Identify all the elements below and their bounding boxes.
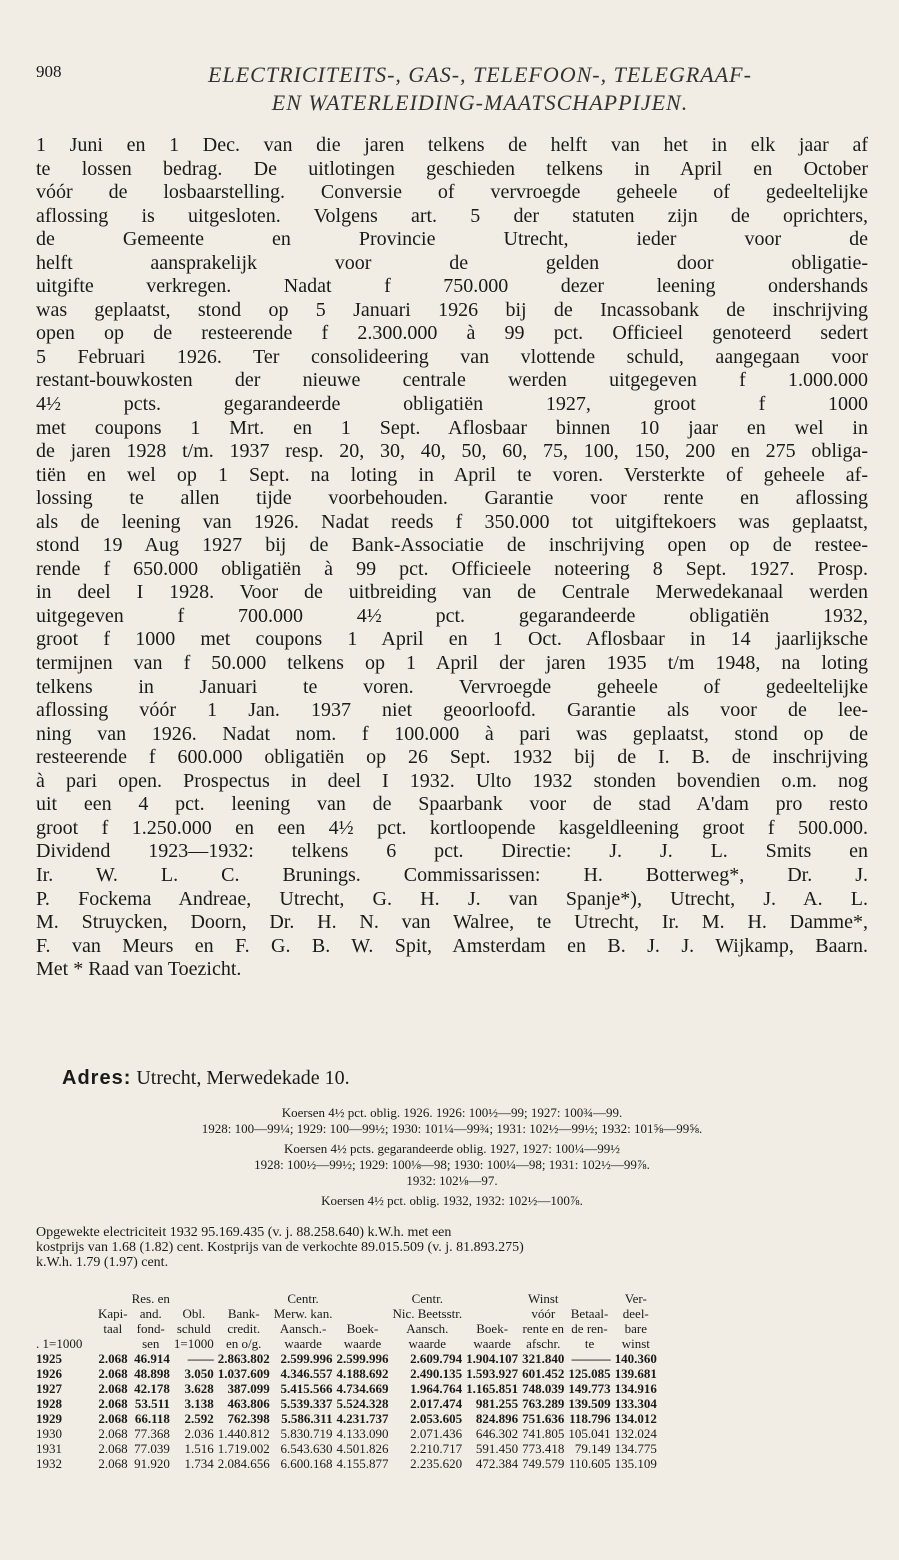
table-cell: 387.099 (227, 1381, 270, 1396)
table-row (34, 1366, 659, 1381)
body-line: de jaren 1928 t/m. 1937 resp. 20, 30, 40, 50, 60, 75, 100, 150, 200 en 275 obliga- (36, 440, 868, 463)
body-line: uitgegeven f 700.000 4½ pct. gegarandeerde obligatiën 1932, (36, 604, 868, 627)
table-cell: 2.017.474 (410, 1396, 463, 1411)
table-cell: 1929 (36, 1411, 62, 1426)
table-header-cell: waarde (473, 1336, 511, 1351)
table-cell: 77.368 (134, 1426, 170, 1441)
table-header-cell: te (584, 1336, 595, 1351)
table-cell: 2.068 (98, 1426, 128, 1441)
table-cell: 748.039 (522, 1381, 565, 1396)
table-header-cell: deel- (622, 1306, 649, 1321)
table-cell: 53.511 (134, 1396, 170, 1411)
table-cell: 2.210.717 (410, 1441, 463, 1456)
table-cell: 1926 (36, 1366, 62, 1381)
table-cell: 134.916 (614, 1381, 657, 1396)
table-header-cell: Merw. kan. (273, 1306, 333, 1321)
table-header-cell (34, 1306, 96, 1321)
table-cell: 105.041 (568, 1426, 611, 1441)
table-cell: 77.039 (134, 1441, 170, 1456)
table-header-cell: winst (621, 1336, 650, 1351)
table-row (34, 1456, 659, 1471)
table-header-cell: taal (103, 1321, 123, 1336)
body-line: uitgifte verkregen. Nadat f 750.000 dezer leening ondershands (36, 275, 868, 298)
financial-table (34, 1291, 659, 1471)
table-header-cell (334, 1291, 390, 1306)
table-header-cell: Centr. (287, 1291, 319, 1306)
table-row (34, 1441, 659, 1456)
table-cell: 133.304 (614, 1396, 657, 1411)
table-cell: 42.178 (134, 1381, 170, 1396)
body-line: Ir. W. L. C. Brunings. Commissarissen: H. Botterweg*, Dr. J. (36, 863, 868, 886)
table-cell: 2.863.802 (217, 1351, 270, 1366)
address-value: Utrecht, Merwedekade 10. (136, 1067, 350, 1089)
table-cell: 6.600.168 (280, 1456, 333, 1471)
opgewekt-line: k.W.h. 1.79 (1.97) cent. (36, 1255, 169, 1270)
table-cell: 472.384 (475, 1456, 519, 1471)
body-line: te lossen bedrag. De uitlotingen geschieden telkens in April en October (36, 157, 868, 180)
table-cell: 773.418 (522, 1441, 565, 1456)
table-cell: 2.235.620 (410, 1456, 463, 1471)
table-cell: 2.599.996 (336, 1351, 389, 1366)
body-line: ning van 1926. Nadat nom. f 100.000 à pari was geplaatst, stond op de (36, 722, 868, 745)
table-cell: 1.904.107 (466, 1351, 519, 1366)
table-cell: 2.068 (98, 1441, 128, 1456)
table-cell: 601.452 (522, 1366, 565, 1381)
table-cell: 134.012 (614, 1411, 657, 1426)
body-line: 5 Februari 1926. Ter consolideering van vlottende schuld, aangegaan voor (36, 345, 868, 368)
table-cell: 763.289 (522, 1396, 565, 1411)
table-cell: 1931 (36, 1441, 62, 1456)
koersen-line: Koersen 4½ pcts. gegarandeerde oblig. 1927, 1927: 100¼—99½ (283, 1141, 621, 1156)
page-number: 908 (36, 62, 62, 81)
table-header-row (34, 1336, 659, 1351)
table-header-cell: . 1=1000 (36, 1336, 83, 1351)
body-line: F. van Meurs en F. G. B. W. Spit, Amsterdam en B. J. J. Wijkamp, Baarn. (36, 934, 868, 957)
table-header-cell: Nic. Beetsstr. (392, 1306, 463, 1321)
table-header-cell: Winst (528, 1291, 559, 1306)
koersen-line: Koersen 4½ pct. oblig. 1926. 1926: 100½—99; 1927: 100¾—99. (281, 1105, 623, 1120)
table-header-row (34, 1321, 659, 1336)
table-cell: 2.068 (98, 1411, 128, 1426)
table-cell: 2.609.794 (410, 1351, 463, 1366)
table-cell: 139.509 (568, 1396, 611, 1411)
body-line: termijnen van f 50.000 telkens op 1 April der jaren 1935 t/m 1948, na loting (36, 652, 868, 675)
table-header-cell (464, 1306, 520, 1321)
table-cell: 2.490.135 (410, 1366, 463, 1381)
table-header-cell: waarde (408, 1336, 447, 1351)
table-header-cell: rente en (522, 1321, 565, 1336)
table-header-cell: waarde (343, 1336, 382, 1351)
body-line: Dividend 1923—1932: telkens 6 pct. Directie: J. J. L. Smits en (36, 840, 868, 863)
table-cell: 66.118 (134, 1411, 170, 1426)
table-header-cell: Bank- (227, 1306, 260, 1321)
table-cell: 1930 (36, 1426, 62, 1441)
address-label: Adres: (62, 1067, 132, 1089)
table-header-cell: Aansch.- (279, 1321, 327, 1336)
table-cell: 1.719.002 (217, 1441, 270, 1456)
table-cell: 118.796 (569, 1411, 611, 1426)
koersen-line: 1928: 100½—99½; 1929: 100⅛—98; 1930: 100¼—98; 1931: 102½—99⅞. (254, 1157, 650, 1172)
running-header-line-2: EN WATERLEIDING-MAATSCHAPPIJEN. (271, 90, 689, 115)
body-line: vóór de losbaarstelling. Conversie of vervroegde geheele of gedeeltelijke (36, 181, 868, 204)
table-cell: 741.805 (522, 1426, 565, 1441)
table-cell: 1925 (36, 1351, 62, 1366)
table-cell: ——— (571, 1351, 611, 1366)
table-cell: 5.539.337 (280, 1396, 333, 1411)
table-header-cell: afschr. (526, 1336, 561, 1351)
table-cell: 749.579 (522, 1456, 565, 1471)
opgewekt-line: kostprijs van 1.68 (1.82) cent. Kostprijs van de verkochte 89.015.509 (v. j. 81.893.275) (36, 1240, 524, 1255)
koersen-line: 1928: 100—99¼; 1929: 100—99½; 1930: 101¼—99¾; 1931: 102½—99½; 1932: 101⅝—99⅝. (201, 1121, 703, 1136)
body-line: aflossing vóór 1 Jan. 1937 niet geoorloofd. Garantie als voor de lee- (36, 699, 868, 722)
table-cell: 4.155.877 (336, 1456, 389, 1471)
table-row (34, 1381, 659, 1396)
table-cell: 135.109 (614, 1456, 657, 1471)
body-line: helft aansprakelijk voor de gelden door obligatie- (36, 251, 868, 274)
table-header-cell (34, 1321, 96, 1336)
table-cell: 5.415.566 (280, 1381, 333, 1396)
body-line: resteerende f 600.000 obligatiën op 26 Sept. 1932 bij de I. B. de inschrijving (36, 746, 868, 769)
table-cell: 1927 (36, 1381, 62, 1396)
table-cell: 79.149 (574, 1441, 611, 1456)
table-cell: 48.898 (134, 1366, 170, 1381)
table-cell: 134.775 (614, 1441, 657, 1456)
table-header-cell: Betaal- (570, 1306, 609, 1321)
table-cell: 5.524.328 (336, 1396, 389, 1411)
table-header-cell (96, 1336, 130, 1351)
body-line: als de leening van 1926. Nadat reeds f 350.000 tot uitgiftekoers was geplaatst, (36, 510, 868, 533)
table-cell: 4.231.737 (336, 1411, 389, 1426)
table-header-cell: de ren- (571, 1321, 608, 1336)
table-row (34, 1411, 659, 1426)
table-header-cell (172, 1291, 216, 1306)
koersen-line: 1932: 102⅛—97. (406, 1173, 498, 1188)
table-header-cell: en o/g. (226, 1336, 262, 1351)
table-header-cell (334, 1306, 390, 1321)
table-header-cell: Boek- (476, 1321, 509, 1336)
table-cell: 1.440.812 (217, 1426, 270, 1441)
table-cell: 46.914 (134, 1351, 170, 1366)
table-header-cell: Ver- (624, 1291, 647, 1306)
table-cell: 591.450 (475, 1441, 519, 1456)
table-header-cell (566, 1291, 612, 1306)
body-line: met coupons 1 Mrt. en 1 Sept. Aflosbaar binnen 10 jaar en wel in (36, 416, 868, 439)
table-header-cell: and. (139, 1306, 162, 1321)
body-line: 4½ pcts. gegarandeerde obligatiën 1927, groot f 1000 (36, 393, 868, 416)
table-cell: 4.188.692 (336, 1366, 389, 1381)
body-line: open op de resteerende f 2.300.000 à 99 pct. Officieel genoteerd sedert (36, 322, 868, 345)
body-line: groot f 1.250.000 en een 4½ pct. kortloopende kasgeldleening groot f 500.000. (36, 816, 868, 839)
table-cell: 4.133.090 (336, 1426, 389, 1441)
koersen-line: Koersen 4½ pct. oblig. 1932, 1932: 102½—100⅞. (321, 1193, 583, 1208)
table-cell: 1932 (36, 1456, 62, 1471)
table-cell: 125.085 (568, 1366, 611, 1381)
body-line: Met * Raad van Toezicht. (36, 958, 242, 981)
table-cell: 110.605 (568, 1456, 611, 1471)
table-header-cell: Kapi- (98, 1306, 128, 1321)
table-header-cell: Centr. (411, 1291, 444, 1306)
table-cell: 4.501.826 (336, 1441, 389, 1456)
table-cell: 132.024 (614, 1426, 657, 1441)
table-cell: 2.071.436 (410, 1426, 463, 1441)
table-cell: 1.593.927 (466, 1366, 519, 1381)
table-cell: 3.138 (184, 1396, 214, 1411)
table-header-cell: Obl. (182, 1306, 206, 1321)
body-line: à pari open. Prospectus in deel I 1932. Ulto 1932 stonden bovendien o.m. nog (36, 769, 868, 792)
table-header-row (34, 1291, 659, 1306)
opgewekt-line: Opgewekte electriciteit 1932 95.169.435 (v. j. 88.258.640) k.W.h. met een (36, 1225, 452, 1240)
table-header-cell: schuld (176, 1321, 211, 1336)
table-header-cell: vóór (531, 1306, 556, 1321)
table-cell: 3.050 (184, 1366, 214, 1381)
table-cell: 91.920 (134, 1456, 170, 1471)
table-header-cell (34, 1291, 96, 1306)
table-cell: 4.734.669 (336, 1381, 389, 1396)
table-row (34, 1351, 659, 1366)
table-header-cell: Aansch. (406, 1321, 449, 1336)
table-cell: 981.255 (475, 1396, 519, 1411)
body-text (36, 134, 868, 982)
body-line: tiën en wel op 1 Sept. na loting in April te voren. Versterkte of geheele af- (36, 463, 868, 486)
table-cell: 2.068 (98, 1396, 128, 1411)
body-line: M. Struycken, Doorn, Dr. H. N. van Walree, te Utrecht, Ir. M. H. Damme*, (36, 911, 868, 934)
table-cell: 2.068 (98, 1351, 128, 1366)
table-cell: 2.053.605 (410, 1411, 463, 1426)
table-cell: 751.636 (522, 1411, 565, 1426)
table-row (34, 1396, 659, 1411)
table-cell: 5.586.311 (281, 1411, 333, 1426)
table-cell: 5.830.719 (280, 1426, 333, 1441)
table-cell: 824.896 (475, 1411, 519, 1426)
table-cell: 149.773 (568, 1381, 611, 1396)
table-cell: 4.346.557 (280, 1366, 333, 1381)
table-cell: 1.165.851 (466, 1381, 519, 1396)
table-cell: 1.964.764 (410, 1381, 463, 1396)
body-line: stond 19 Aug 1927 bij de Bank-Associatie de inschrijving open op de restee- (36, 534, 868, 557)
table-cell: 2.068 (98, 1456, 128, 1471)
table-cell: 2.599.996 (280, 1351, 333, 1366)
table-cell: 646.302 (475, 1426, 519, 1441)
body-line: P. Fockema Andreae, Utrecht, G. H. J. van Spanje*), Utrecht, J. A. L. (36, 887, 868, 910)
table-cell: 2.036 (184, 1426, 214, 1441)
table-header-cell: bare (624, 1321, 647, 1336)
table-cell: 321.840 (522, 1351, 565, 1366)
table-header-cell (464, 1291, 520, 1306)
table-cell: 139.681 (614, 1366, 657, 1381)
table-cell: —— (187, 1351, 214, 1366)
running-header-line-1: ELECTRICITEITS-, GAS-, TELEFOON-, TELEGRAAF- (208, 62, 752, 87)
table-cell: 6.543.630 (280, 1441, 333, 1456)
table-cell: 140.360 (614, 1351, 657, 1366)
body-line: restant-bouwkosten der nieuwe centrale werden uitgegeven f 1.000.000 (36, 369, 868, 392)
table-cell: 2.068 (98, 1381, 128, 1396)
table-header-cell (216, 1291, 272, 1306)
table-header-cell: fond- (136, 1321, 165, 1336)
table-cell: 2.592 (184, 1411, 214, 1426)
body-line: groot f 1000 met coupons 1 April en 1 Oct. Aflosbaar in 14 jaarlijksche (36, 628, 868, 651)
table-row (34, 1426, 659, 1441)
table-header-row (34, 1306, 659, 1321)
body-line: in deel I 1928. Voor de uitbreiding van de Centrale Merwedekanaal werden (36, 581, 868, 604)
table-cell: 463.806 (227, 1396, 270, 1411)
table-cell: 1.734 (184, 1456, 214, 1471)
table-cell: 2.084.656 (217, 1456, 270, 1471)
body-line: de Gemeente en Provincie Utrecht, ieder voor de (36, 228, 868, 251)
table-header-cell (96, 1291, 130, 1306)
table-cell: 762.398 (227, 1411, 270, 1426)
table-header-cell: waarde (284, 1336, 322, 1351)
body-line: aflossing is uitgesloten. Volgens art. 5 der statuten zijn de oprichters, (36, 204, 868, 227)
body-line: telkens in Januari te voren. Vervroegde geheele of gedeeltelijke (36, 675, 868, 698)
table-cell: 1928 (36, 1396, 62, 1411)
body-line: rende f 650.000 obligatiën à 99 pct. Officieele noteering 8 Sept. 1927. Prosp. (36, 557, 868, 580)
address (62, 1067, 350, 1090)
body-line: was geplaatst, stond op 5 Januari 1926 bij de Incassobank de inschrijving (36, 298, 868, 321)
table-cell: 1.516 (184, 1441, 214, 1456)
table-header-cell: sen (142, 1336, 160, 1351)
opgewekt-paragraph (36, 1225, 868, 1270)
table-header-cell: Res. en (131, 1291, 170, 1306)
body-line: uit een 4 pct. leening van de Spaarbank voor de stad A'dam pro resto (36, 793, 868, 816)
table-cell: 2.068 (98, 1366, 128, 1381)
table-cell: 3.628 (184, 1381, 214, 1396)
table-header-cell: Boek- (346, 1321, 379, 1336)
table-cell: 1.037.609 (217, 1366, 270, 1381)
body-line: 1 Juni en 1 Dec. van die jaren telkens de helft van het in elk jaar af (36, 134, 868, 156)
table-header-cell: credit. (227, 1321, 261, 1336)
body-line: lossing te allen tijde voorbehouden. Garantie voor rente en aflossing (36, 487, 868, 510)
table-header-cell: 1=1000 (173, 1336, 214, 1351)
